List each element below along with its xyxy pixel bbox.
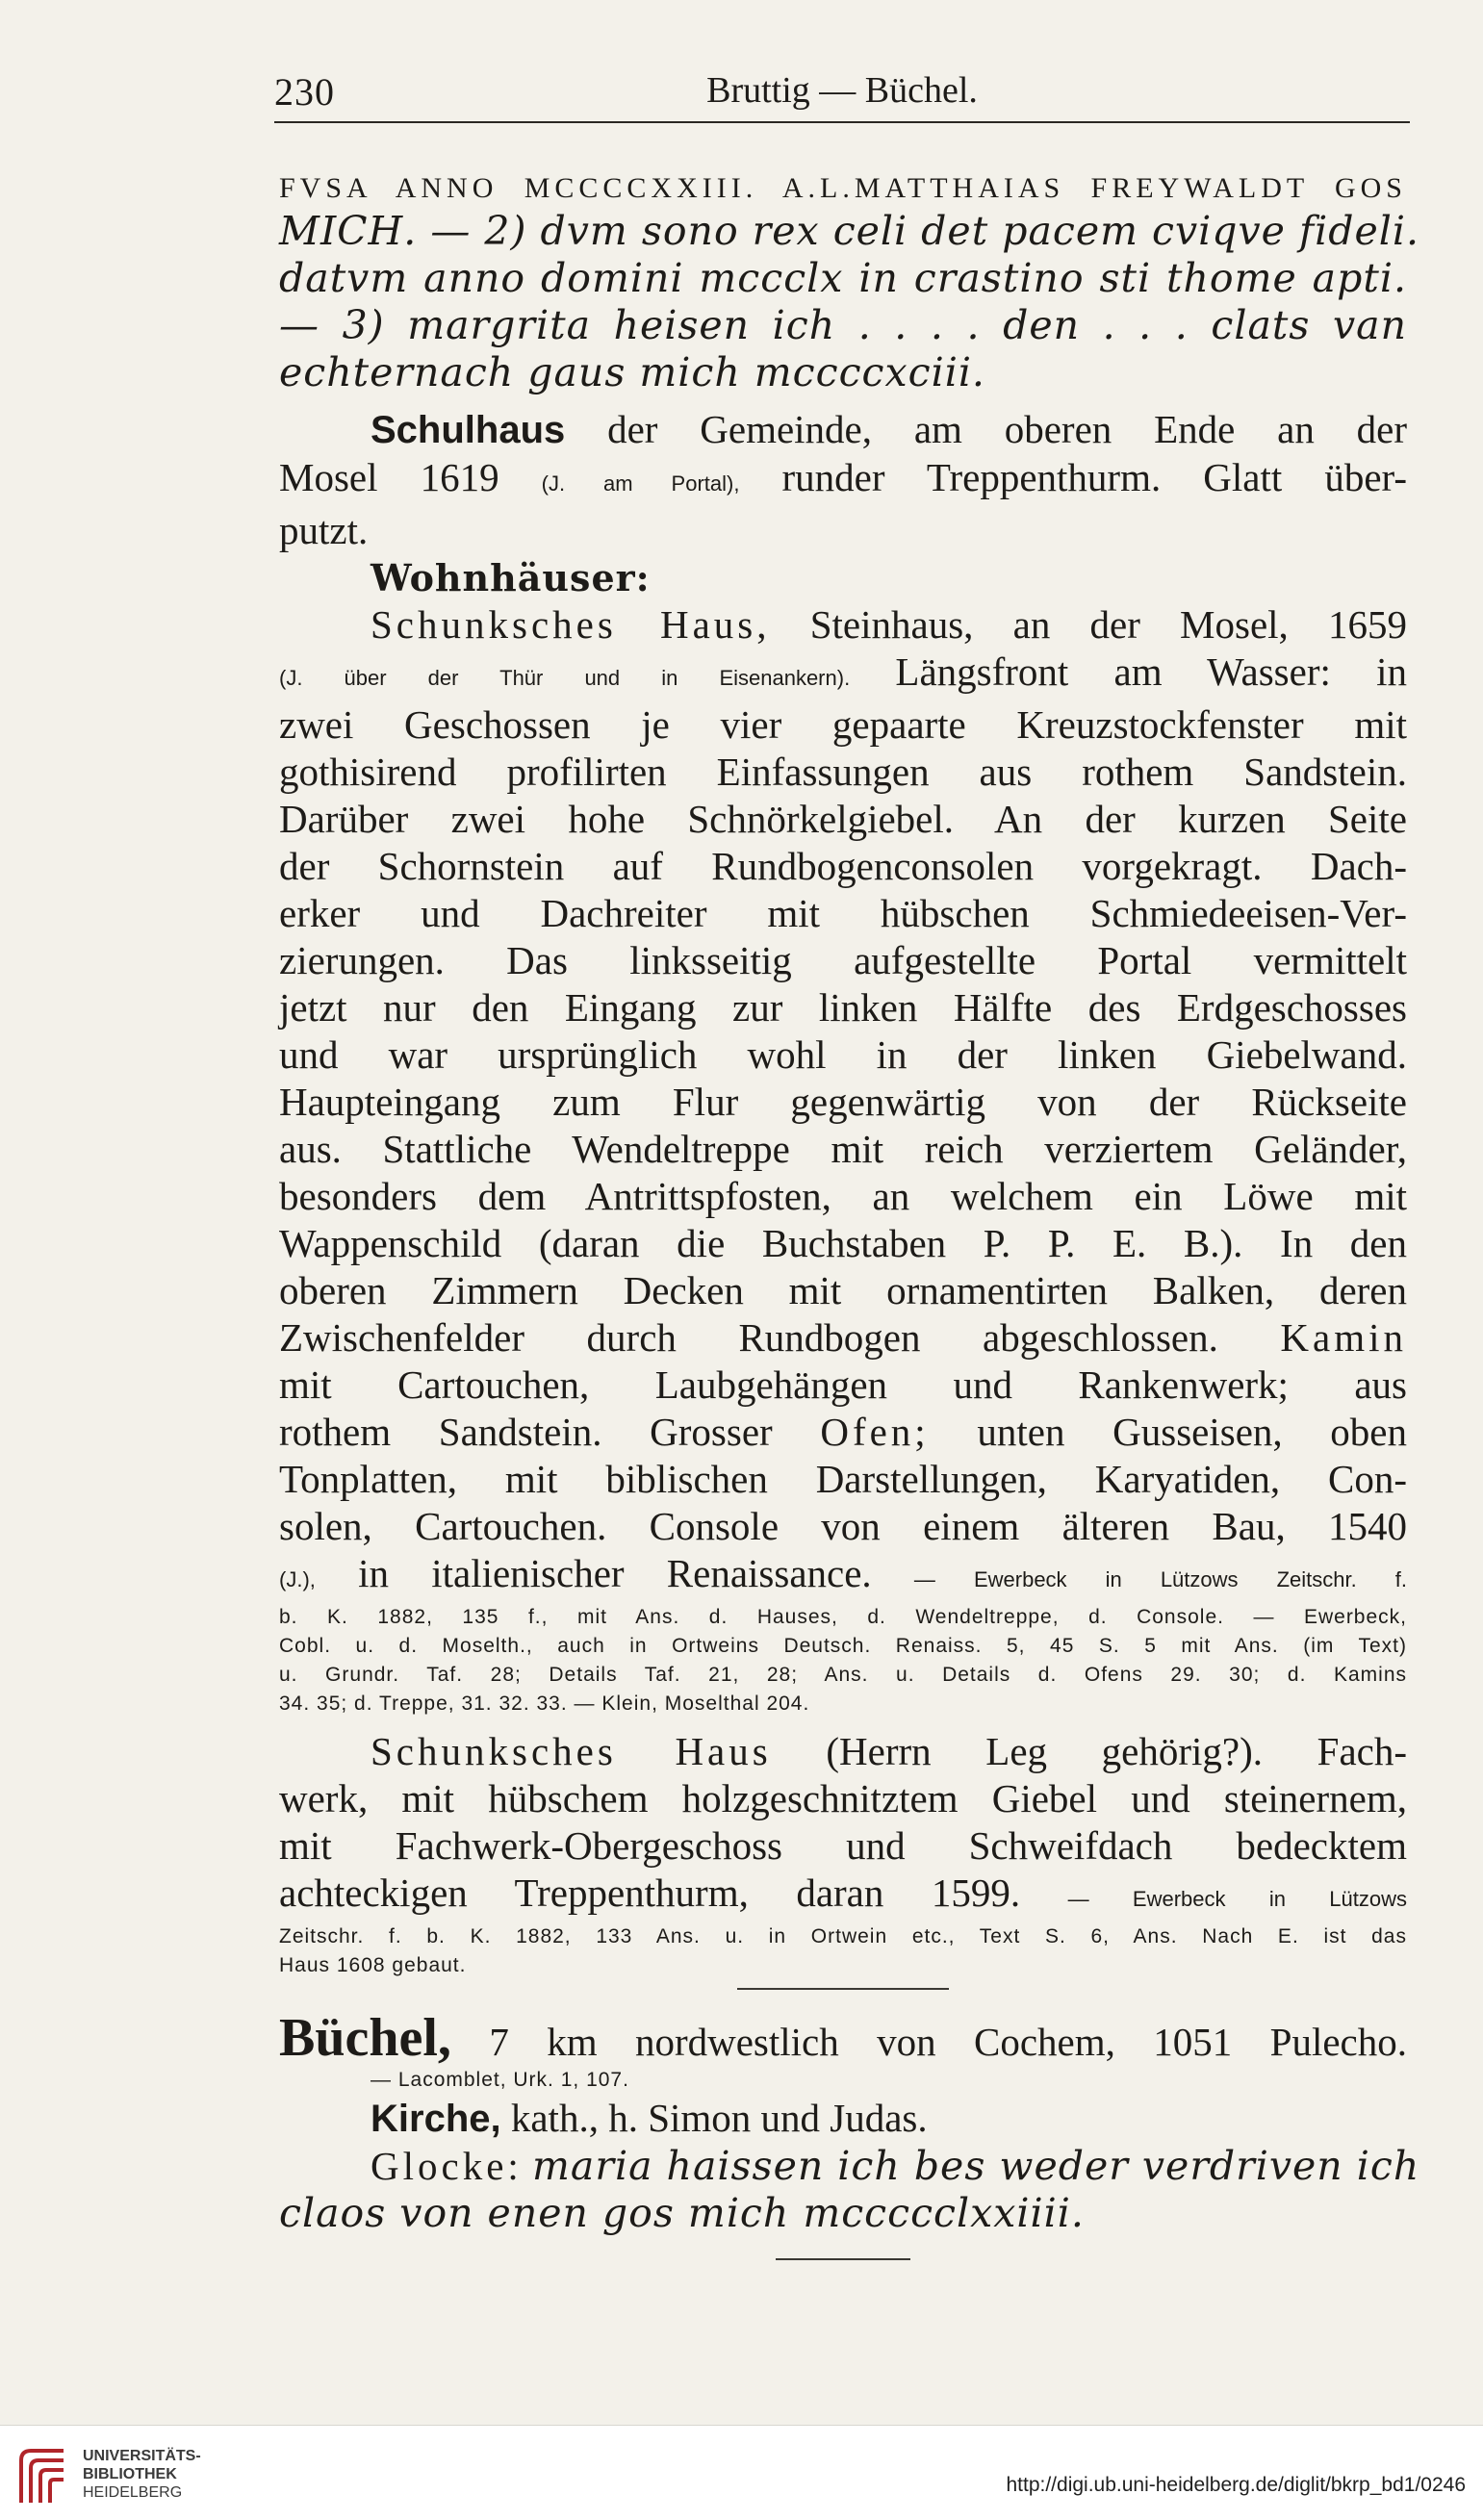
reference-line: b. K. 1882, 135 f., mit Ans. d. Hauses, d. Wendeltreppe, d. Console. — Ewerbeck,	[279, 1606, 1407, 1628]
text-line: der Schornstein auf Rundbogenconsolen vorgekragt. Dach-	[279, 844, 1407, 888]
keyword-ofen: Ofen;	[820, 1410, 930, 1454]
text-line: mit Fachwerk-Obergeschoss und Schweifdach bedecktem	[279, 1823, 1407, 1868]
section-heading-kirche: Kirche,	[371, 2098, 501, 2140]
reference-line: Cobl. u. d. Moselth., auch in Ortweins Deutsch. Renaiss. 5, 45 S. 5 mit Ans. (im Text)	[279, 1635, 1407, 1657]
text-line	[279, 2143, 1420, 2190]
text-line: Haupteingang zum Flur gegenwärtig von der Rückseite	[279, 1080, 1407, 1124]
text-fragment: unten Gusseisen, oben	[977, 1410, 1408, 1454]
buechel-section	[279, 2008, 1420, 2237]
citation-inline: (J. am Portal),	[541, 471, 740, 496]
inscription-line: datvm anno domini mccclx in crastino sti thome apti.	[279, 255, 1407, 301]
library-name-line: HEIDELBERG	[83, 2484, 183, 2501]
text-line	[279, 2095, 1407, 2143]
text-line: aus. Stattliche Wendeltreppe mit reich verziertem Geländer,	[279, 1127, 1407, 1171]
library-logo-icon	[15, 2447, 69, 2505]
inscription-line: claos von enen gos mich mccccclxxiiii.	[279, 2190, 1085, 2236]
text-fragment: rothem Sandstein. Grosser	[279, 1410, 773, 1454]
text-line	[279, 454, 1407, 507]
library-name-line: UNIVERSITÄTS-	[83, 2448, 201, 2464]
reference-line: 34. 35; d. Treppe, 31. 32. 33. — Klein, Moselthal 204.	[279, 1693, 810, 1715]
citation-inline: — Ewerbeck in Lützows	[1067, 1887, 1408, 1911]
viewer-footer	[0, 2425, 1483, 2520]
text-line: werk, mit hübschem holzgeschnitztem Giebel und steinernem,	[279, 1776, 1407, 1820]
header-rule	[274, 121, 1410, 123]
text-line: mit Cartouchen, Laubgehängen und Rankenwerk; aus	[279, 1362, 1407, 1407]
place-heading-buechel: Büchel,	[279, 2008, 451, 2068]
citation-inline: (J. über der Thür und in Eisenankern).	[279, 666, 851, 690]
text-line	[279, 1409, 1407, 1456]
text-line	[279, 1870, 1407, 1922]
inscription-line: FVSA ANNO MCCCCXXIII. A.L.MATTHAIAS FREYWALDT GOS	[279, 172, 1407, 204]
citation-inline: — Ewerbeck in Lützows Zeitschr. f.	[913, 1567, 1408, 1591]
text-fragment: achteckigen Treppenthurm, daran 1599.	[279, 1871, 1021, 1915]
text-line	[279, 1314, 1407, 1362]
page-number: 230	[274, 70, 335, 114]
text-fragment: Längsfront am Wasser: in	[895, 649, 1407, 694]
text-line: besonders dem Antrittspfosten, an welchem ein Löwe mit	[279, 1174, 1407, 1218]
entry-name: Schunksches Haus	[371, 1729, 772, 1773]
text-fragment: in italienischer Renaissance.	[358, 1551, 872, 1595]
section-heading-wohnhaeuser: Wohnhäuser:	[371, 556, 651, 599]
text-line: zierungen. Das linksseitig aufgestellte Portal vermittelt	[279, 938, 1407, 982]
text-line: solen, Cartouchen. Console von einem älteren Bau, 1540	[279, 1504, 1407, 1548]
inscription-block-1	[279, 169, 1420, 396]
text-line	[279, 649, 1407, 701]
text-line	[279, 1550, 1407, 1603]
text-line	[279, 554, 1407, 601]
text-fragment: 7 km nordwestlich von Cochem, 1051 Pulecho.	[489, 2020, 1408, 2064]
text-line: erker und Dachreiter mit hübschen Schmiedeeisen-Ver-	[279, 891, 1407, 935]
text-fragment: Steinhaus, an der Mosel, 1659	[809, 602, 1408, 647]
citation-inline: (J.),	[279, 1567, 316, 1591]
inscription-line: MICH. — 2) dvm sono rex celi det pacem cviqve fideli.	[279, 208, 1420, 254]
schulhaus-section	[279, 406, 1407, 554]
source-url-link[interactable]: http://digi.ub.uni-heidelberg.de/diglit/bkrp_bd1/0246	[1006, 2474, 1466, 2496]
text-line: gothisirend profilirten Einfassungen aus rothem Sandstein.	[279, 750, 1407, 794]
haus-1-section	[279, 601, 1407, 1718]
text-fragment: Zwischenfelder durch Rundbogen abgeschlossen.	[279, 1315, 1218, 1360]
text-fragment: (Herrn Leg gehörig?). Fach-	[826, 1729, 1408, 1773]
running-title: Bruttig — Büchel.	[706, 70, 978, 111]
text-line	[279, 2008, 1408, 2068]
library-name-line: BIBLIOTHEK	[83, 2466, 177, 2482]
inscription-line: echternach gaus mich mccccxciii.	[279, 349, 985, 395]
inscription-fragment: maria haissen ich bes weder verdriven ich	[532, 2143, 1420, 2189]
text-fragment: Mosel 1619	[279, 455, 499, 499]
reference-line: Haus 1608 gebaut.	[279, 1954, 467, 1976]
entry-name: Schunksches Haus,	[371, 602, 771, 647]
end-divider	[776, 2258, 910, 2260]
text-line: Darüber zwei hohe Schnörkelgiebel. An der kurzen Seite	[279, 797, 1407, 841]
text-line: Wappenschild (daran die Buchstaben P. P. E. B.). In den	[279, 1221, 1407, 1265]
page-body	[279, 169, 1420, 2260]
text-fragment: runder Treppenthurm. Glatt über-	[781, 455, 1408, 499]
reference-line: — Lacomblet, Urk. 1, 107.	[371, 2069, 629, 2091]
text-line: Tonplatten, mit biblischen Darstellungen, Karyatiden, Con-	[279, 1457, 1407, 1501]
section-heading-schulhaus: Schulhaus	[371, 409, 566, 451]
text-line: jetzt nur den Eingang zur linken Hälfte des Erdgeschosses	[279, 985, 1407, 1030]
text-line: und war ursprünglich wohl in der linken Giebelwand.	[279, 1032, 1407, 1077]
text-line: putzt.	[279, 508, 369, 552]
text-line	[279, 601, 1407, 649]
text-line: oberen Zimmern Decken mit ornamentirten Balken, deren	[279, 1268, 1407, 1312]
library-name	[83, 2447, 201, 2502]
text-fragment: kath., h. Simon und Judas.	[510, 2096, 928, 2140]
page-header	[274, 58, 1410, 125]
text-fragment: der Gemeinde, am oberen Ende an der	[607, 407, 1408, 451]
keyword-glocke: Glocke:	[371, 2144, 523, 2188]
reference-line: Zeitschr. f. b. K. 1882, 133 Ans. u. in Ortwein etc., Text S. 6, Ans. Nach E. ist das	[279, 1925, 1407, 1947]
keyword-kamin: Kamin	[1280, 1315, 1408, 1360]
haus-2-section	[279, 1728, 1407, 1980]
text-line: zwei Geschossen je vier gepaarte Kreuzstockfenster mit	[279, 702, 1407, 747]
inscription-line: — 3) margrita heisen ich . . . . den . . . clats van	[279, 302, 1407, 348]
text-line	[279, 1728, 1407, 1775]
reference-line: u. Grundr. Taf. 28; Details Taf. 21, 28; Ans. u. Details d. Ofens 29. 30; d. Kamins	[279, 1664, 1407, 1686]
text-line	[279, 406, 1407, 454]
